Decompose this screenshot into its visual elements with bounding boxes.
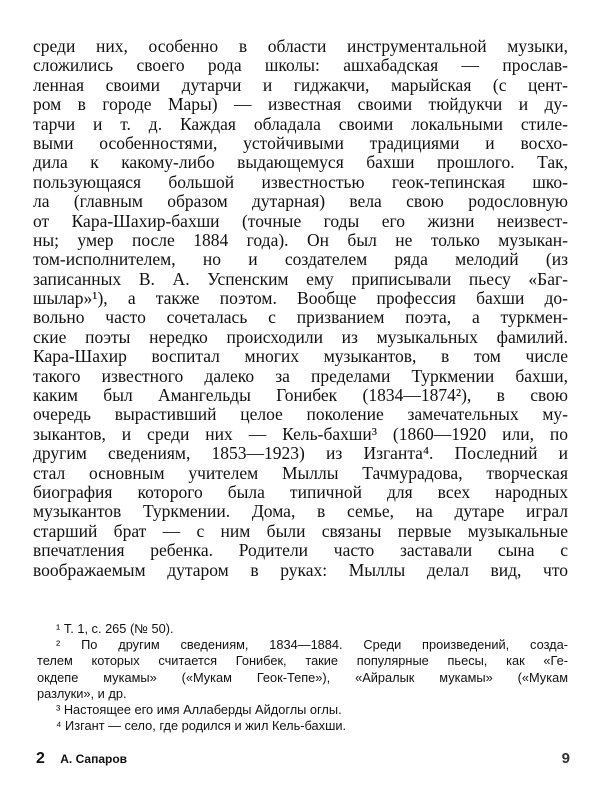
footnote-line: телем которых считается Гонибек, такие популярные пьесы, как «Ге- bbox=[37, 653, 568, 669]
text-line: ром в городе Мары) — известная своими тюйдукчи и ду- bbox=[33, 94, 568, 115]
text-line: музыкантов Туркмении. Дома, в семье, на дутаре играл bbox=[33, 501, 568, 522]
text-line: очередь вырастивший целое поколение замечательных му- bbox=[33, 404, 568, 425]
text-line: дила к какому-либо выдающемуся бахши прошлого. Так, bbox=[33, 152, 568, 173]
footnote-line: ³ Настоящее его имя Аллаберды Айдоглы оглы. bbox=[56, 701, 342, 717]
text-line: том-исполнителем, но и создателем ряда мелодий (из bbox=[33, 249, 568, 270]
footnote-line: ² По другим сведениям, 1834—1884. Среди произведений, созда- bbox=[56, 637, 568, 653]
text-line: пользующаяся большой известностью геок-тепинская шко- bbox=[33, 171, 568, 192]
footnote-line: окдепе мукамы» («Мукам Геок-Тепе»), «Айралык мукамы» («Мукам bbox=[37, 669, 568, 685]
text-line: зыкантов, и среди них — Кель-бахши³ (1860—1920 или, по bbox=[33, 423, 568, 444]
footnotes bbox=[37, 621, 568, 734]
page-footer bbox=[36, 750, 570, 768]
text-line: сложились своего рода школы: ашхабадская — прослав- bbox=[33, 55, 568, 76]
text-line: стал основным учителем Мыллы Тачмурадова, творческая bbox=[33, 462, 568, 483]
signature-number: 2 bbox=[36, 750, 45, 767]
text-line: среди них, особенно в области инструментальной музыки, bbox=[33, 36, 568, 56]
page-number: 9 bbox=[561, 750, 570, 767]
text-line: выми особенностями, устойчивыми традициями и восхо- bbox=[33, 132, 568, 153]
text-line: от Кара-Шахир-бахши (точные годы его жизни неизвест- bbox=[33, 210, 568, 231]
footnote-line: ¹ Т. 1, с. 265 (№ 50). bbox=[56, 621, 174, 636]
text-line: записанных В. А. Успенским ему приписывали пьесу «Баг- bbox=[33, 268, 568, 289]
text-line: такого известного далеко за пределами Туркмении бахши, bbox=[33, 365, 568, 386]
main-text bbox=[33, 37, 568, 580]
text-line: ленная своими дутарчи и гиджакчи, марыйская (с цент- bbox=[33, 74, 568, 95]
text-line: ские поэты нередко происходили из музыкальных фамилий. bbox=[33, 326, 568, 347]
text-line: шылар»¹), а также поэтом. Вообще профессия бахши до- bbox=[33, 288, 568, 309]
text-line: тарчи и т. д. Каждая обладала своими локальными стиле- bbox=[33, 113, 568, 134]
text-line: каким был Амангельды Гонибек (1834—1874²), в свою bbox=[33, 385, 568, 406]
text-line: воображаемым дутаром в руках: Мыллы делал вид, что bbox=[33, 559, 568, 580]
footnote-line: ⁴ Изгант — село, где родился и жил Кель-бахши. bbox=[56, 718, 347, 734]
text-line: старший брат — с ним были связаны первые музыкальные bbox=[33, 520, 568, 541]
text-line: биография которого была типичной для всех народных bbox=[33, 481, 568, 502]
text-line: другим сведениям, 1853—1923) из Изганта⁴. Последний и bbox=[33, 443, 568, 464]
text-line: ла (главным образом дутарная) вела свою родословную bbox=[33, 191, 568, 212]
text-line: впечатления ребенка. Родители часто заставали сына с bbox=[33, 540, 568, 561]
text-line: Кара-Шахир воспитал многих музыкантов, в том числе bbox=[33, 346, 568, 367]
signature-author: А. Сапаров bbox=[60, 752, 128, 766]
footnote-line: разлуки», и др. bbox=[37, 685, 127, 701]
text-line: вольно часто сочеталась с призванием поэта, а туркмен- bbox=[33, 307, 568, 328]
text-line: ны; умер после 1884 года). Он был не только музыкан- bbox=[33, 229, 568, 250]
